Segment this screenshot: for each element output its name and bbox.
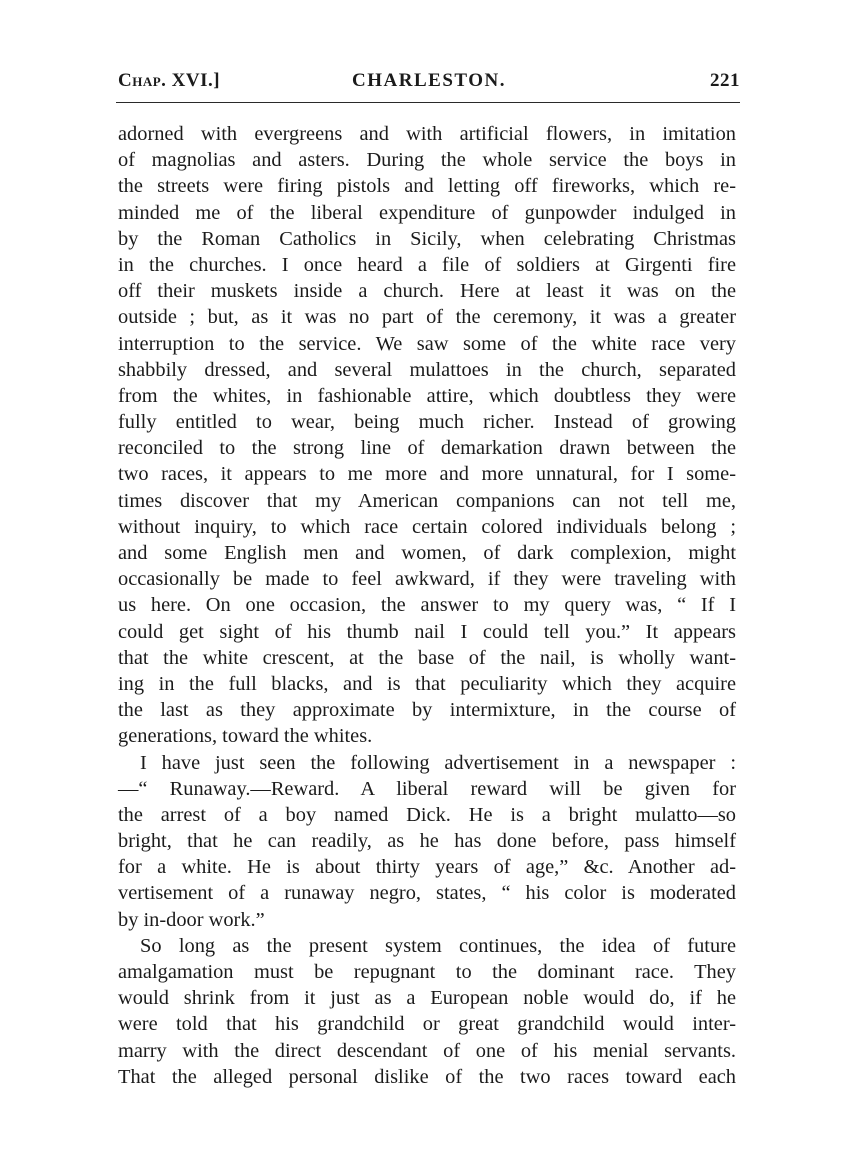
header-rule xyxy=(116,102,740,103)
text-line: for a white. He is about thirty years of age,” &c. Another ad- xyxy=(118,856,736,879)
text-line: adorned with evergreens and with artificial flowers, in imitation xyxy=(118,123,736,145)
text-line: times discover that my American companions can not tell me, xyxy=(118,489,736,512)
text-line: by the Roman Catholics in Sicily, when celebrating Christmas xyxy=(118,227,736,250)
text-line: the arrest of a boy named Dick. He is a bright mulatto—so xyxy=(118,803,736,826)
text-line: fully entitled to wear, being much richer. Instead of growing xyxy=(118,411,736,434)
text-line: outside ; but, as it was no part of the ceremony, it was a greater xyxy=(118,306,736,329)
text-line: of magnolias and asters. During the whole service the boys in xyxy=(118,149,736,172)
text-line: So long as the present system continues, the idea of future xyxy=(140,934,736,957)
chapter-label: Chap. XVI.] xyxy=(118,70,221,91)
text-line: shabbily dressed, and several mulattoes in the church, separated xyxy=(118,358,736,381)
text-line: amalgamation must be repugnant to the dominant race. They xyxy=(118,961,736,983)
text-line: the streets were firing pistols and letting off fireworks, which re- xyxy=(118,175,736,198)
text-line: occasionally be made to feel awkward, if they were traveling with xyxy=(118,568,736,591)
text-line: could get sight of his thumb nail I could tell you.” It appears xyxy=(118,620,736,643)
text-line: by in-door work.” xyxy=(118,908,265,931)
text-line: That the alleged personal dislike of the two races toward each xyxy=(118,1065,736,1088)
text-line: and some English men and women, of dark complexion, might xyxy=(118,542,736,564)
text-line: —“ Runaway.—Reward. A liberal reward will be given for xyxy=(118,777,736,800)
text-line: reconciled to the strong line of demarkation drawn between the xyxy=(118,437,736,460)
body-text xyxy=(118,121,736,1090)
text-line: ing in the full blacks, and is that peculiarity which they acquire xyxy=(118,672,736,695)
text-line: off their muskets inside a church. Here at least it was on the xyxy=(118,280,736,303)
page-title: CHARLESTON. xyxy=(352,70,506,91)
text-line: bright, that he can readily, as he has done before, pass himself xyxy=(118,830,736,853)
text-line: minded me of the liberal expenditure of gunpowder indulged in xyxy=(118,201,736,224)
text-line: from the whites, in fashionable attire, which doubtless they were xyxy=(118,384,736,407)
text-line: in the churches. I once heard a file of soldiers at Girgenti fire xyxy=(118,253,736,276)
text-line: the last as they approximate by intermixture, in the course of xyxy=(118,699,736,722)
text-line: us here. On one occasion, the answer to my query was, “ If I xyxy=(118,594,736,617)
text-line: marry with the direct descendant of one of his menial servants. xyxy=(118,1039,736,1062)
text-line: would shrink from it just as a European noble would do, if he xyxy=(118,987,736,1010)
page-number: 221 xyxy=(710,70,740,91)
text-line: generations, toward the whites. xyxy=(118,725,373,748)
text-line: were told that his grandchild or great grandchild would inter- xyxy=(118,1013,736,1036)
text-line: interruption to the service. We saw some of the white race very xyxy=(118,332,736,355)
text-line: I have just seen the following advertisement in a newspaper : xyxy=(140,751,736,774)
running-head xyxy=(118,70,740,94)
text-line: vertisement of a runaway negro, states, “ his color is moderated xyxy=(118,882,736,905)
text-line: two races, it appears to me more and more unnatural, for I some- xyxy=(118,463,736,486)
text-line: without inquiry, to which race certain colored individuals belong ; xyxy=(118,515,736,538)
text-line: that the white crescent, at the base of the nail, is wholly want- xyxy=(118,646,736,669)
